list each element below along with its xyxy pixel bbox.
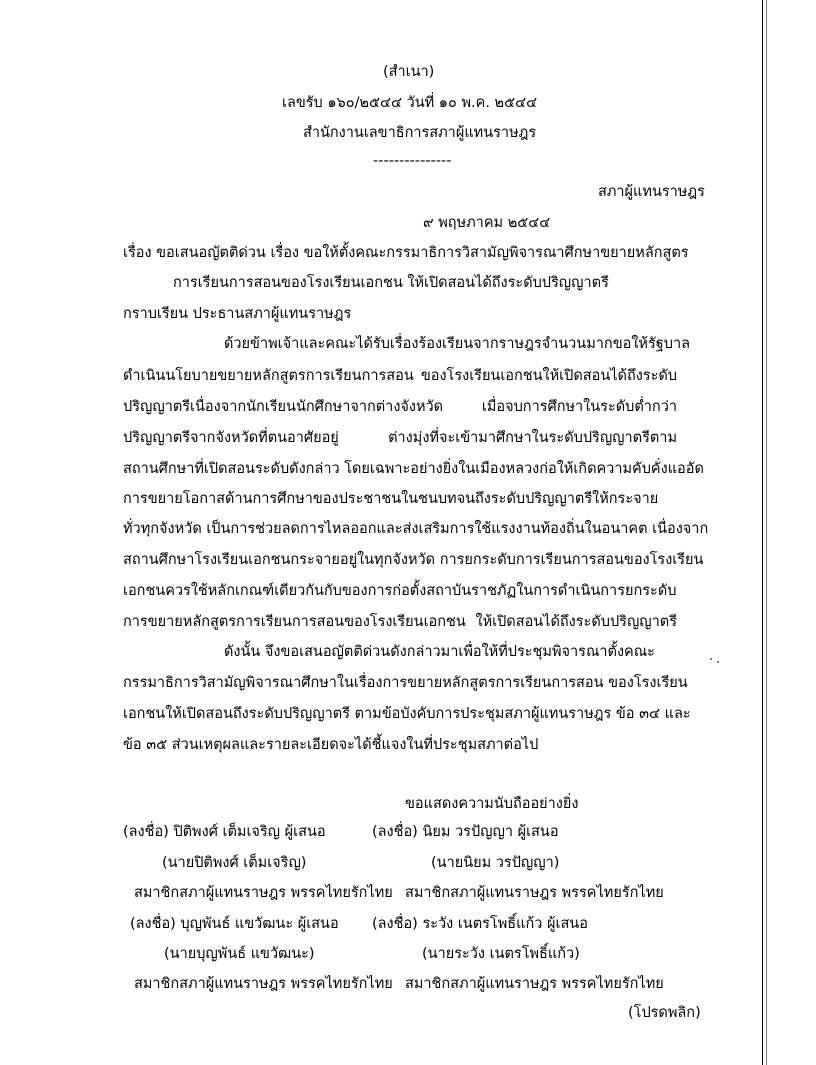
body-line: การขยายโอกาสด้านการศึกษาของประชาชนในชนบทจนถึงระดับปริญญาตรีให้กระจาย [123,491,659,507]
scan-edge-line [762,0,763,1065]
letter-date: ๙ พฤษภาคม ๒๕๔๔ [423,215,551,231]
body-line: เอกชนให้เปิดสอนถึงระดับปริญญาตรี ตามข้อบังคับการประชุมสภาผู้แทนราษฎร ข้อ ๓๔ และ [123,706,691,722]
copy-mark: (สำเนา) [383,64,435,80]
signature-2-sign: (ลงชื่อ) นิยม วรปัญญา ผู้เสนอ [372,824,559,840]
subject-line-1: เรื่อง ขอเสนอญัตติด่วน เรื่อง ขอให้ตั้งคณะกรรมาธิการวิสามัญพิจารณาศึกษาขยายหลักสูตร [123,245,689,261]
signature-2-name: (นายนิยม วรปัญญา) [431,855,560,871]
subject-line-2: การเรียนการสอนของโรงเรียนเอกชน ให้เปิดสอนได้ถึงระดับปริญญาตรี [173,275,609,291]
scan-speck [717,661,719,663]
body-line: ปริญญาตรีจากจังหวัดที่ตนอาศัยอยู่ ต่างมุ่งที่จะเข้ามาศึกษาในระดับปริญญาตรีตาม [123,430,677,446]
receipt-line: เลขรับ ๑๖๐/๒๕๔๔ วันที่ ๑๐ พ.ค. ๒๕๔๔ [282,95,538,111]
signature-3-name: (นายบุญพันธ์ แขวัฒนะ) [164,946,315,962]
salutation: กราบเรียน ประธานสภาผู้แทนราษฎร [123,306,352,322]
scan-edge-line-faint [766,0,767,1065]
signature-1-name: (นายปิติพงศ์ เต็มเจริญ) [162,855,307,871]
body-line: ทั่วทุกจังหวัด เป็นการช่วยลดการไหลออกและส่งเสริมการใช้แรงงานท้องถิ่นในอนาคต เนื่องจาก [123,521,709,537]
office-name: สำนักงานเลขาธิการสภาผู้แทนราษฎร [303,125,537,141]
divider: --------------- [373,153,452,169]
signature-4-member: สมาชิกสภาผู้แทนราษฎร พรรคไทยรักไทย [405,976,664,992]
body-line: ปริญญาตรีเนื่องจากนักเรียนนักศึกษาจากต่างจังหวัด เมื่อจบการศึกษาในระดับต่ำกว่า [123,399,677,415]
body-line: เอกชนควรใช้หลักเกณฑ์เดียวกันกับของการก่อตั้งสถาบันราชภัฏในการดำเนินการยกระดับ [123,583,677,599]
signature-3-sign: (ลงชื่อ) บุญพันธ์ แขวัฒนะ ผู้เสนอ [130,916,339,932]
signature-3-member: สมาชิกสภาผู้แทนราษฎร พรรคไทยรักไทย [134,976,393,992]
scan-speck [710,658,712,660]
body-line: ดำเนินนโยบายขยายหลักสูตรการเรียนการสอน ของโรงเรียนเอกชนให้เปิดสอนได้ถึงระดับ [123,368,677,384]
signature-4-sign: (ลงชื่อ) ระวัง เนตรโพธิ์แก้ว ผู้เสนอ [372,916,588,932]
signature-1-sign: (ลงชื่อ) ปิติพงศ์ เต็มเจริญ ผู้เสนอ [123,824,326,840]
body-line: กรรมาธิการวิสามัญพิจารณาศึกษาในเรื่องการขยายหลักสูตรการเรียนการสอน ของโรงเรียน [123,675,688,691]
signature-2-member: สมาชิกสภาผู้แทนราษฎร พรรคไทยรักไทย [405,885,664,901]
closing: ขอแสดงความนับถืออย่างยิ่ง [405,796,579,812]
body-line: ข้อ ๓๕ ส่วนเหตุผลและรายละเอียดจะได้ชี้แจงในที่ประชุมสภาต่อไป [123,737,539,753]
body-line: สถานศึกษาที่เปิดสอนระดับดังกล่าว โดยเฉพาะอย่างยิ่งในเมืองหลวงก่อให้เกิดความคับคั่งแออัด [123,461,704,477]
body-line: การขยายหลักสูตรการเรียนการสอนของโรงเรียนเอกชน ให้เปิดสอนได้ถึงระดับปริญญาตรี [123,614,677,630]
signature-1-member: สมาชิกสภาผู้แทนราษฎร พรรคไทยรักไทย [134,885,393,901]
signature-4-name: (นายระวัง เนตรโพธิ์แก้ว) [422,946,580,962]
page-turn-note: (โปรดพลิก) [628,1005,701,1021]
body-line: ด้วยข้าพเจ้าและคณะได้รับเรื่องร้องเรียนจากราษฎรจำนวนมากขอให้รัฐบาล [224,336,690,352]
body-line: สถานศึกษาโรงเรียนเอกชนกระจายอยู่ในทุกจังหวัด การยกระดับการเรียนการสอนของโรงเรียน [123,552,704,568]
recipient-org: สภาผู้แทนราษฎร [598,184,705,200]
body-line: ดังนั้น จึงขอเสนอญัตติด่วนดังกล่าวมาเพื่อให้ที่ประชุมพิจารณาตั้งคณะ [224,644,655,660]
